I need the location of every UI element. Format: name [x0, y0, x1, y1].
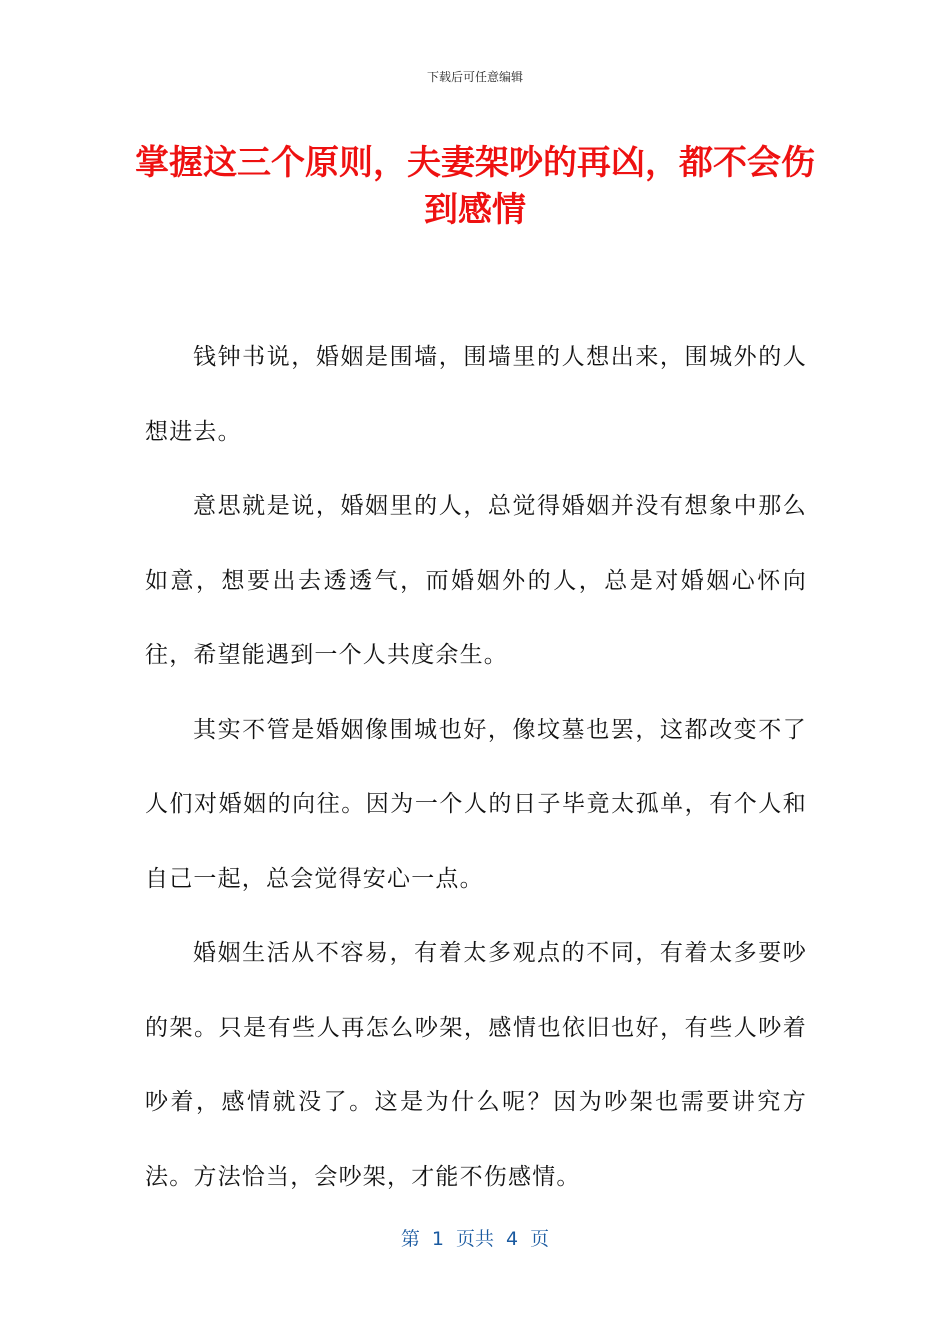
- header-note: 下载后可任意编辑: [426, 70, 523, 84]
- paragraph: 其实不管是婚姻像围城也好，像坟墓也罢，这都改变不了人们对婚姻的向往。因为一个人的日子毕竟太孤单，有个人和自己一起，总会觉得安心一点。: [145, 716, 807, 892]
- paragraph: 意思就是说，婚姻里的人，总觉得婚姻并没有想象中那么如意，想要出去透透气，而婚姻外的人，总是对婚姻心怀向往，希望能遇到一个人共度余生。: [145, 493, 807, 668]
- document-body: [145, 320, 807, 1214]
- paragraph: 钱钟书说，婚姻是围墙，围墙里的人想出来，围城外的人想进去。: [145, 344, 807, 445]
- paragraph: 婚姻生活从不容易，有着太多观点的不同，有着太多要吵的架。只是有些人再怎么吵架，感情也依旧也好，有些人吵着吵着，感情就没了。这是为什么呢？因为吵架也需要讲究方法。方法恰当，会吵架，才能不伤感情。: [145, 940, 807, 1190]
- page-label-mid: 页共: [455, 1228, 494, 1250]
- page-footer: [0, 1224, 950, 1251]
- page-label-prefix: 第: [400, 1228, 420, 1250]
- page-label-suffix: 页: [530, 1228, 550, 1250]
- current-page-number: 1: [431, 1228, 444, 1250]
- total-pages-number: 4: [506, 1228, 519, 1250]
- document-title: 掌握这三个原则，夫妻架吵的再凶，都不会伤到感情: [135, 143, 815, 230]
